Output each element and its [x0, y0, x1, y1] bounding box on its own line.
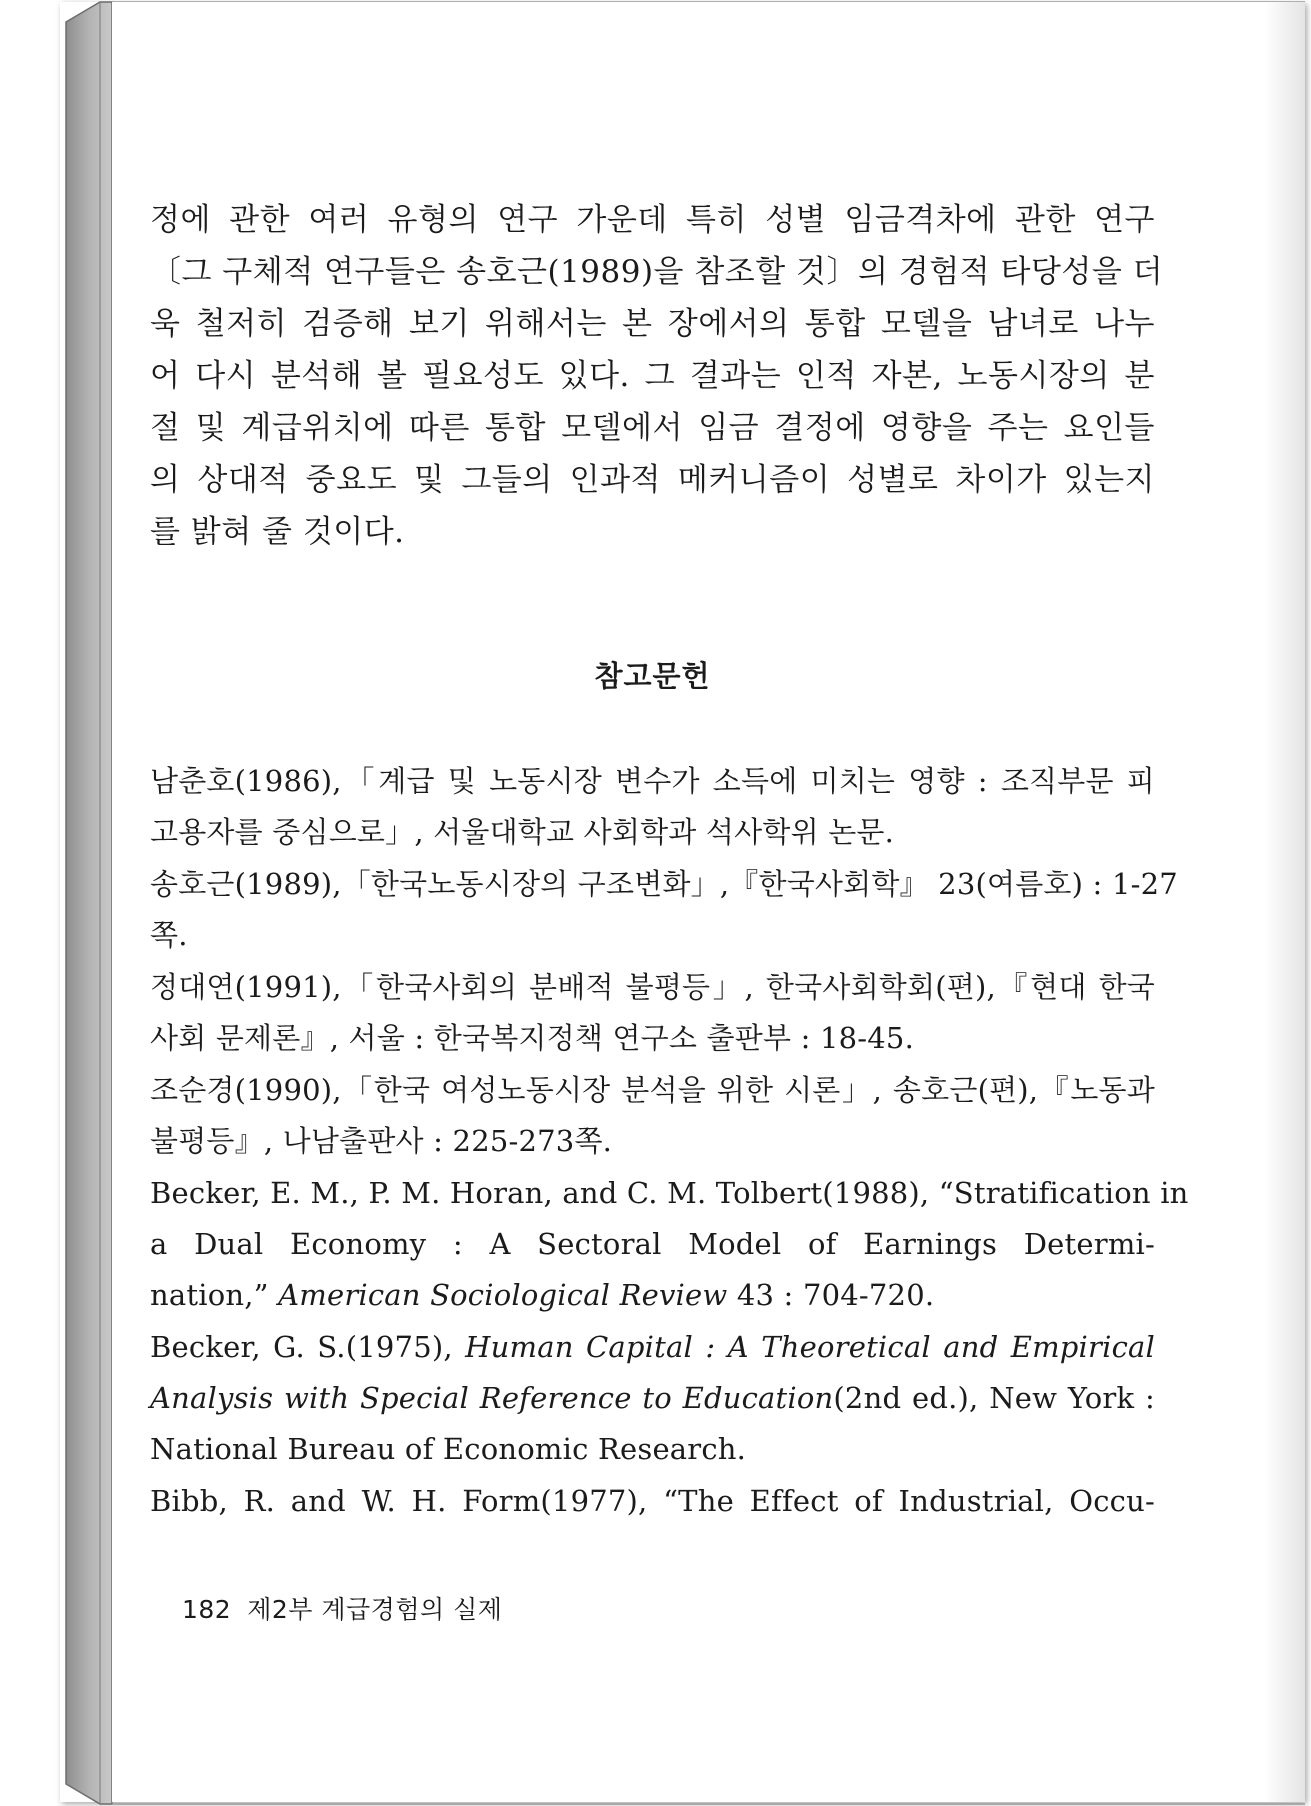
book-title: Analysis with Special Reference to Education — [150, 1381, 834, 1415]
reference-line: 쪽. — [150, 918, 188, 952]
reference-item — [150, 1065, 1155, 1167]
body-line: 〔그 구체적 연구들은 송호근(1989)을 참조할 것〕의 경험적 타당성을 더 — [150, 254, 1164, 290]
reference-line — [150, 1373, 1155, 1424]
page-footer — [182, 1590, 502, 1626]
reference-line: 정대연(1991),「한국사회의 분배적 불평등」, 한국사회학회(편),『현대 한국 — [150, 970, 1155, 1004]
reference-text: nation,” — [150, 1278, 279, 1312]
book-title: Human Capital : A Theoretical and Empirical — [465, 1330, 1155, 1364]
journal-title: American Sociological Review — [278, 1278, 728, 1312]
page-number: 182 — [182, 1595, 232, 1624]
reference-line — [150, 1270, 1155, 1321]
body-line: 욱 철저히 검증해 보기 위해서는 본 장에서의 통합 모델을 남녀로 나누 — [150, 306, 1155, 342]
reference-line: 불평등』, 나남출판사 : 225-273쪽. — [150, 1124, 613, 1158]
reference-line: National Bureau of Economic Research. — [150, 1432, 747, 1466]
references-list — [150, 756, 1189, 1527]
reference-text: 43 : 704-720. — [727, 1278, 935, 1312]
reference-item — [150, 1476, 1155, 1527]
body-line: 의 상대적 중요도 및 그들의 인과적 메커니즘이 성별로 차이가 있는지 — [150, 462, 1155, 498]
references-heading: 참고문헌 — [594, 659, 711, 693]
reference-line: 고용자를 중심으로」, 서울대학교 사회학과 석사학위 논문. — [150, 815, 895, 849]
body-line: 를 밝혀 줄 것이다. — [150, 514, 405, 550]
page-content — [150, 194, 1189, 1528]
reference-line: 조순경(1990),「한국 여성노동시장 분석을 위한 시론」, 송호근(편),『노동과 — [150, 1073, 1155, 1107]
reference-line: Bibb, R. and W. H. Form(1977), “The Effect of Industrial, Occu- — [150, 1484, 1155, 1518]
reference-text: (2nd ed.), New York : — [833, 1381, 1155, 1415]
reference-line: 남춘호(1986),「계급 및 노동시장 변수가 소득에 미치는 영향 : 조직부문 피 — [150, 764, 1155, 798]
running-footer-title: 제2부 계급경험의 실제 — [247, 1595, 503, 1624]
body-line: 정에 관한 여러 유형의 연구 가운데 특히 성별 임금격차에 관한 연구 — [150, 202, 1155, 238]
reference-text: Becker, G. S.(1975), — [150, 1330, 466, 1364]
reference-line: a Dual Economy : A Sectoral Model of Earnings Determi- — [150, 1227, 1155, 1261]
page-edge-fade — [1265, 2, 1305, 1802]
reference-line: Becker, E. M., P. M. Horan, and C. M. Tolbert(1988), “Stratification in — [150, 1176, 1189, 1210]
body-line: 절 및 계급위치에 따른 통합 모델에서 임금 결정에 영향을 주는 요인들 — [150, 410, 1155, 446]
reference-line: 송호근(1989),「한국노동시장의 구조변화」,『한국사회학』 23(여름호) : 1-27 — [150, 867, 1178, 901]
reference-item — [150, 1322, 1155, 1475]
body-paragraph — [150, 194, 1164, 558]
reference-item — [150, 1168, 1189, 1321]
reference-item — [150, 962, 1155, 1064]
reference-line — [150, 1322, 1155, 1373]
body-line: 어 다시 분석해 볼 필요성도 있다. 그 결과는 인적 자본, 노동시장의 분 — [150, 358, 1155, 394]
reference-item — [150, 756, 1155, 858]
reference-line: 사회 문제론』, 서울 : 한국복지정책 연구소 출판부 : 18-45. — [150, 1021, 914, 1055]
reference-item — [150, 859, 1178, 961]
